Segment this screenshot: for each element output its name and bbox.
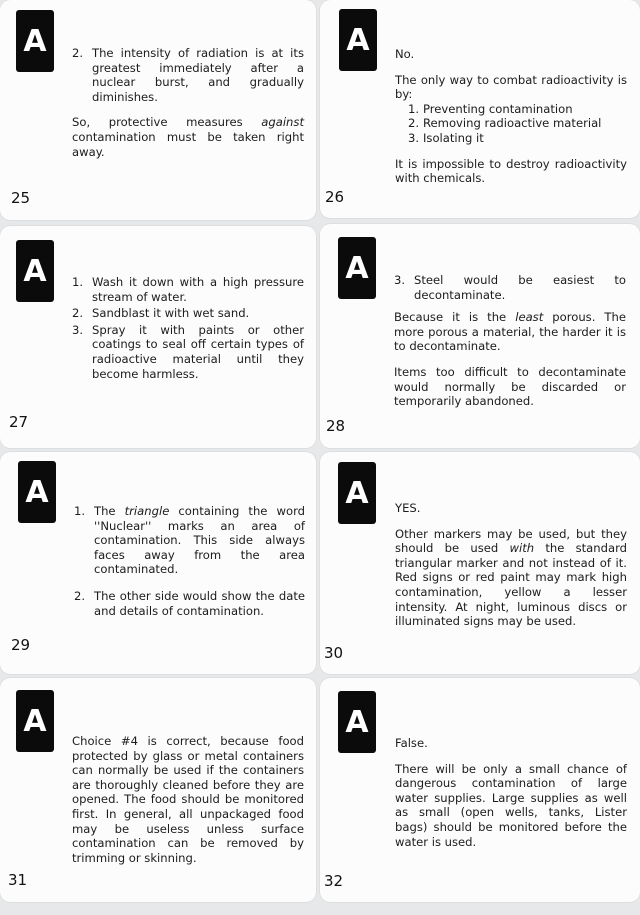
paragraph: It is impossible to destroy radioactivity with chemicals. xyxy=(395,156,627,186)
list-item: 2. Sandblast it with wet sand. xyxy=(72,306,250,321)
list-item: 2. The intensity of radiation is at its greatest immediately after a nuclear burst, and gradually diminishes. xyxy=(72,46,304,104)
card-number: 26 xyxy=(325,188,345,206)
card-30 xyxy=(320,452,640,674)
card-32 xyxy=(320,678,640,902)
card-number: 28 xyxy=(326,417,346,435)
list-item: 3. Spray it with paints or other coatings to seal off certain types of radioactive material until they become harmless. xyxy=(72,322,304,381)
card-text xyxy=(72,275,304,392)
card-29 xyxy=(0,452,316,674)
card-text xyxy=(395,501,627,629)
card-number: 29 xyxy=(11,636,31,654)
answer-badge: A xyxy=(16,10,54,72)
paragraph: The only way to combat radioactivity is by: xyxy=(395,72,627,102)
paragraph: Other markers may be used, but they should be used with the standard triangular marker and not instead of it. Red signs or red paint may mark high contamination, yellow a lesser intensity. At night, luminous discs or illuminated signs may be used. xyxy=(395,526,628,629)
answer-badge: A xyxy=(338,237,376,299)
explanation-list xyxy=(74,504,305,618)
card-26 xyxy=(320,0,640,218)
list-item: 2. The other side would show the date and details of contamination. xyxy=(74,588,305,618)
answer-text: No. xyxy=(395,47,415,61)
paragraph: There will be only a small chance of dangerous contamination of large water supplies. Large supplies as well as small (open wells, tanks, Lister bags) should be monitored before the water is used. xyxy=(395,761,627,849)
method-list xyxy=(72,275,304,381)
answer-badge: A xyxy=(338,462,376,524)
card-number: 31 xyxy=(8,871,28,889)
card-number: 32 xyxy=(324,872,344,890)
card-text xyxy=(394,273,626,409)
card-text xyxy=(74,504,305,629)
answer-badge: A xyxy=(16,240,54,302)
paragraph: Because it is the least porous. The more porous a material, the harder it is to decontaminate. xyxy=(394,310,626,354)
answer-badge: A xyxy=(339,9,377,71)
card-31 xyxy=(0,678,316,902)
card-text xyxy=(395,47,627,186)
answer-text: False. xyxy=(395,736,428,750)
paragraph: Items too difficult to decontaminate would normally be discarded or temporarily abandoned. xyxy=(394,364,626,409)
card-text xyxy=(395,736,627,849)
card-27 xyxy=(0,226,316,448)
list-item: 1. Wash it down with a high pressure stream of water. xyxy=(72,275,304,304)
paragraph: So, protective measures against contamination must be taken right away. xyxy=(72,115,304,159)
answer-badge: A xyxy=(338,691,376,753)
card-number: 25 xyxy=(11,189,31,207)
paragraph: Choice #4 is correct, because food protected by glass or metal containers can normally be used if the containers are thoroughly cleaned before they are opened. The food should be monitored first. In general, all unpackaged food may be useless unless surface contamination can be removed by trimming or skinning. xyxy=(72,734,304,865)
list-item: 1. The triangle containing the word ''Nuclear'' marks an area of contamination. This side always faces away from the area contaminated. xyxy=(74,504,305,577)
answer-badge: A xyxy=(16,690,54,752)
card-25 xyxy=(0,0,316,220)
card-28 xyxy=(320,224,640,448)
list-item: 1. Preventing contamination xyxy=(408,101,573,116)
card-text xyxy=(72,46,304,159)
card-text xyxy=(72,734,304,865)
list-item: 3. Steel would be easiest to decontaminate. xyxy=(394,273,626,302)
list-item: 3. Isolating it xyxy=(408,130,484,145)
card-number: 30 xyxy=(324,644,344,662)
method-list xyxy=(408,102,627,146)
answer-text: YES. xyxy=(395,501,421,515)
answer-badge: A xyxy=(18,461,56,523)
list-item: 2. Removing radioactive material xyxy=(408,116,602,131)
card-number: 27 xyxy=(9,413,29,431)
